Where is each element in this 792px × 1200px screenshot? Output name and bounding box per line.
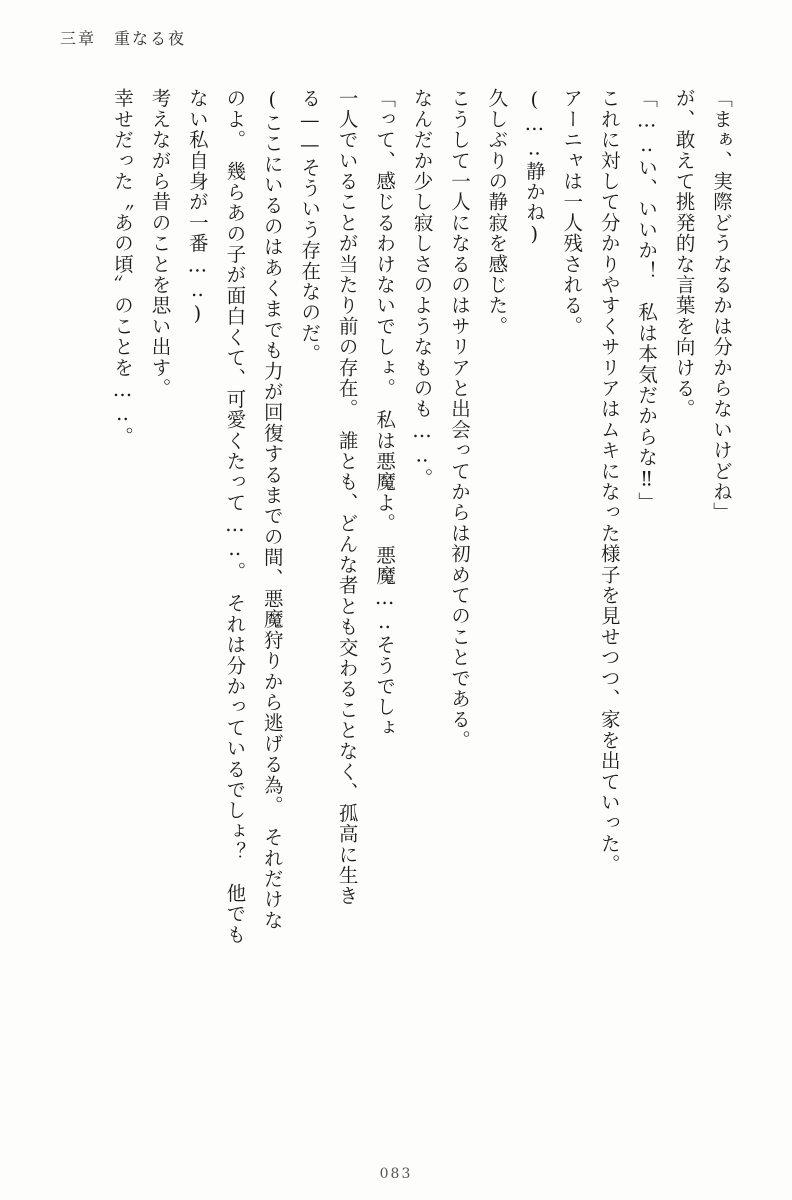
paragraph: 「まぁ、実際どうなるかは分からないけどね」	[710, 88, 733, 523]
paragraph: 幸せだった〝あの頃〟のことを…‥。	[111, 88, 134, 447]
paragraph: ない私自身が一番…‥)	[185, 88, 209, 327]
paragraph: (…‥静かね)	[522, 88, 546, 247]
paragraph: 「…‥い、いいか！ 私は本気だからな‼」	[635, 88, 659, 513]
running-header	[60, 26, 186, 49]
page-body	[52, 88, 740, 1148]
paragraph: アーニャは一人残される。	[560, 88, 584, 337]
paragraph: 一人でいることが当たり前の存在。 誰とも、どんな者とも交わることなく、孤高に生き	[335, 88, 359, 907]
paragraph: 久しぶりの静寂を感じた。	[485, 88, 509, 337]
chapter-title: 重なる夜	[114, 29, 187, 48]
page-number: 083	[379, 1166, 413, 1182]
chapter-number: 三章	[60, 29, 97, 48]
paragraph: これに対して分かりやすくサリアはムキになった様子を見せつつ、家を出ていった。	[597, 88, 621, 875]
paragraph: 考えながら昔のことを思い出す。	[148, 88, 172, 399]
paragraph: なんだか少し寂しさのようなものも…‥。	[410, 88, 434, 489]
paragraph: が、敢えて挑発的な言葉を向ける。	[672, 88, 696, 420]
paragraph: こうして一人になるのはサリアと出会ってからは初めてのことである。	[447, 88, 471, 751]
paragraph: 「って、感じるわけないでしょ。 私は悪魔よ。 悪魔…‥そうでしょ	[373, 88, 397, 738]
paragraph: のよ。 幾らあの子が面白くて、可愛くたって…‥。 それは分かっているでしょ？ 他でも	[223, 88, 247, 945]
paragraph: (ここにいるのはあくまでも力が回復するまでの間、悪魔狩りから逃げる為。 それだけな	[260, 88, 284, 931]
paragraph: る——そういう存在なのだ。	[298, 88, 322, 365]
